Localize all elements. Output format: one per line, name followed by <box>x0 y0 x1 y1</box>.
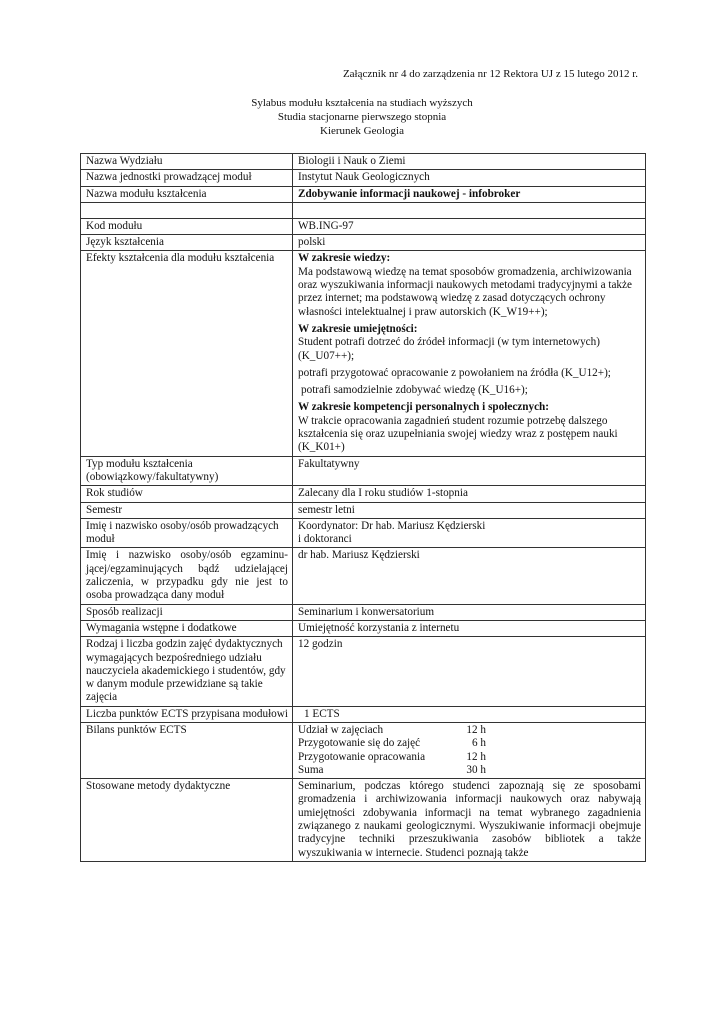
method-value: Seminarium i konwersatorium <box>293 604 646 620</box>
ects-balance-value <box>293 722 646 778</box>
table-row <box>81 218 646 234</box>
table-row <box>81 502 646 518</box>
table-row <box>81 486 646 502</box>
didactics-label: Stosowane metody dydaktyczne <box>81 779 293 862</box>
syllabus-table <box>80 153 646 862</box>
ects-item <box>298 764 641 777</box>
year-value: Zalecany dla I roku studiów 1-stopnia <box>293 486 646 502</box>
hours-label: Rodzaj i liczba godzin zajęć dydaktycznych wymagających bezpośredniego udziału nauczyciela akademickiego i studentów, gdy w danym module przewidziane są takie zajęcia <box>81 637 293 706</box>
requirements-label: Wymagania wstępne i dodatkowe <box>81 620 293 636</box>
knowledge-heading: W zakresie wiedzy: <box>298 252 391 265</box>
ects-points-label: Liczba punktów ECTS przypisana modułowi <box>81 706 293 722</box>
skills-text-2: potrafi przygotować opracowanie z powołaniem na źródła (K_U12+); <box>298 366 611 379</box>
ects-item <box>298 724 641 737</box>
ects-item-name: Suma <box>298 763 324 776</box>
ects-item-value: 12 h <box>466 750 486 763</box>
ects-item <box>298 751 641 764</box>
lecturer-assistants: i doktoranci <box>298 533 352 546</box>
skills-block <box>298 323 641 363</box>
annex-note: Załącznik nr 4 do zarządzenia nr 12 Rektora UJ z 15 lutego 2012 r. <box>342 68 638 80</box>
didactics-value: Seminarium, podczas którego studenci zapoznają się ze sposobami gromadzenia i archiwizowania informacji naukowych oraz nabywają umiejętności zdobywania informacji na temat wybranego zagadnienia związanego z naukami geologicznymi. Wyszukiwanie informacji obejmuje tradycyjne techniki przeszukiwania zasobów bibliotek a także wyszukiwania w internecie. Studenci poznają także <box>293 779 646 862</box>
table-row <box>81 456 646 486</box>
year-label: Rok studiów <box>81 486 293 502</box>
table-row <box>81 779 646 862</box>
heading-line-3: Kierunek Geologia <box>320 125 404 137</box>
lecturer-coordinator: Koordynator: Dr hab. Mariusz Kędzierski <box>298 519 486 532</box>
skills-text-1: Student potrafi dotrzeć do źródeł informacji (w tym internetowych) (K_U07++); <box>298 336 600 362</box>
code-value: WB.ING-97 <box>293 218 646 234</box>
knowledge-block <box>298 252 641 318</box>
method-label: Sposób realizacji <box>81 604 293 620</box>
table-row <box>81 518 646 548</box>
ects-item-name: Przygotowanie opracowania <box>298 750 426 763</box>
table-row <box>81 706 646 722</box>
hours-value: 12 godzin <box>293 637 646 706</box>
table-row <box>81 722 646 778</box>
unit-value: Instytut Nauk Geologicznych <box>293 170 646 186</box>
table-row <box>81 235 646 251</box>
ects-points-value: 1 ECTS <box>293 706 646 722</box>
ects-item <box>298 737 641 750</box>
skills-text-3: potrafi samodzielnie zdobywać wiedzę (K_U16+); <box>301 384 528 397</box>
table-row <box>81 154 646 170</box>
semester-value: semestr letni <box>293 502 646 518</box>
knowledge-text: Ma podstawową wiedzę na temat sposobów gromadzenia, archiwizowania oraz wyszukiwania informacji naukowych metodami tradycyjnymi a także przez internet; ma podstawową wiedzę z zasad dotyczących ochrony własności intelektualnej i praw autorskich (K_W19++); <box>298 265 632 318</box>
competence-block <box>298 401 641 454</box>
table-row <box>81 620 646 636</box>
skills-heading: W zakresie umiejętności: <box>298 322 418 335</box>
lecturer-value <box>293 518 646 548</box>
competence-heading: W zakresie kompetencji personalnych i społecznych: <box>298 401 549 414</box>
ects-item-value: 6 h <box>472 737 486 750</box>
outcomes-value <box>293 251 646 456</box>
competence-text: W trakcie opracowania zagadnień student rozumie potrzebę dalszego kształcenia się oraz uzupełniania swojej wiedzy wraz z postępem nauki (K_K01+) <box>298 414 618 454</box>
module-value: Zdobywanie informacji naukowej - infobroker <box>293 186 646 202</box>
heading-line-2: Studia stacjonarne pierwszego stopnia <box>277 111 447 123</box>
table-row <box>81 637 646 706</box>
type-label: Typ modułu kształcenia (obowiązkowy/fakultatywny) <box>81 456 293 486</box>
examiner-label: Imię i nazwisko osoby/osób egzaminu-jącej/egzaminujących bądź udzielającej zaliczenia, w przypadku gdy nie jest to osoba prowadząca dany moduł <box>81 548 293 604</box>
ects-balance-label: Bilans punktów ECTS <box>81 722 293 778</box>
table-row <box>81 548 646 604</box>
faculty-value: Biologii i Nauk o Ziemi <box>293 154 646 170</box>
empty-cell <box>293 202 646 218</box>
module-label: Nazwa modułu kształcenia <box>81 186 293 202</box>
ects-item-name: Przygotowanie się do zajęć <box>298 737 421 750</box>
empty-cell <box>81 202 293 218</box>
requirements-value: Umiejętność korzystania z internetu <box>293 620 646 636</box>
table-row <box>81 170 646 186</box>
heading-line-1: Sylabus modułu kształcenia na studiach wyższych <box>251 97 473 109</box>
table-row <box>81 186 646 202</box>
table-row <box>81 251 646 456</box>
language-label: Język kształcenia <box>81 235 293 251</box>
language-value: polski <box>293 235 646 251</box>
syllabus-heading <box>0 96 724 138</box>
outcomes-label: Efekty kształcenia dla modułu kształcenia <box>81 251 293 456</box>
examiner-value: dr hab. Mariusz Kędzierski <box>293 548 646 604</box>
ects-item-value: 12 h <box>466 723 486 736</box>
ects-item-name: Udział w zajęciach <box>298 723 384 736</box>
code-label: Kod modułu <box>81 218 293 234</box>
lecturer-label: Imię i nazwisko osoby/osób prowadzących moduł <box>81 518 293 548</box>
type-value: Fakultatywny <box>293 456 646 486</box>
faculty-label: Nazwa Wydziału <box>81 154 293 170</box>
table-row-empty <box>81 202 646 218</box>
table-row <box>81 604 646 620</box>
ects-item-value: 30 h <box>466 763 486 776</box>
unit-label: Nazwa jednostki prowadzącej moduł <box>81 170 293 186</box>
semester-label: Semestr <box>81 502 293 518</box>
